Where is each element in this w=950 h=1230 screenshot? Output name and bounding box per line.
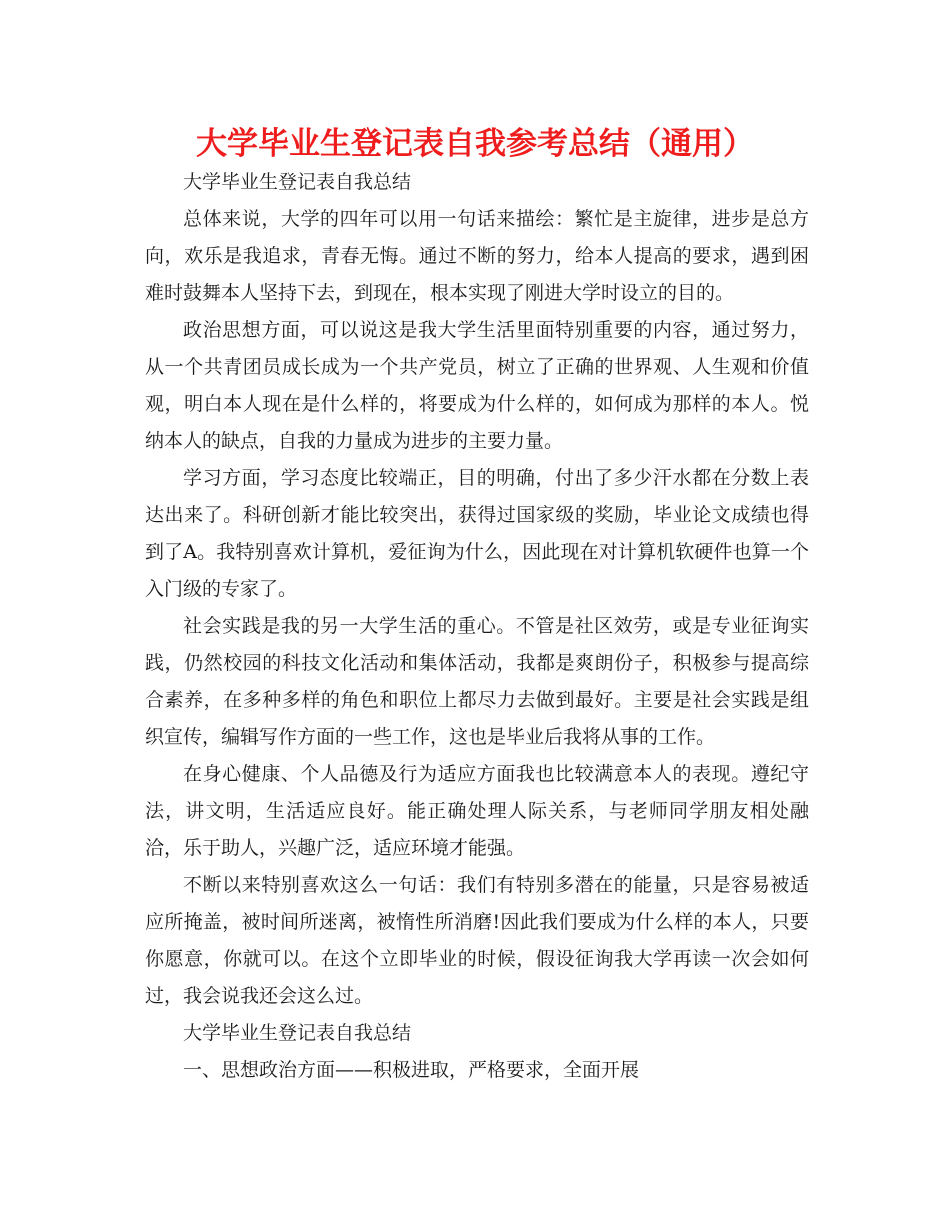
- paragraph-health: 在身心健康、个人品德及行为适应方面我也比较满意本人的表现。遵纪守法，讲文明，生活适应良好。能正确处理人际关系，与老师同学朋友相处融洽，乐于助人，兴趣广泛，适应环境才能强。: [145, 763, 809, 859]
- document-title: 大学毕业生登记表自我参考总结（通用）: [196, 126, 754, 162]
- paragraph-political: 政治思想方面，可以说这是我大学生活里面特别重要的内容，通过努力，从一个共青团员成长成为一个共产党员，树立了正确的世界观、人生观和价值观，明白本人现在是什么样的，将要成为什么样的，如何成为那样的本人。悦纳本人的缺点，自我的力量成为进步的主要力量。: [145, 319, 809, 452]
- paragraph-quote: 不断以来特别喜欢这么一句话：我们有特别多潜在的能量，只是容易被适应所掩盖，被时间所迷离，被惰性所消磨!因此我们要成为什么样的本人，只要你愿意，你就可以。在这个立即毕业的时候，假设征询我大学再读一次会如何过，我会说我还会这么过。: [145, 874, 809, 1007]
- document-body: [145, 164, 809, 1089]
- paragraph-study: 学习方面，学习态度比较端正，目的明确，付出了多少汗水都在分数上表达出来了。科研创新才能比较突出，获得过国家级的奖励，毕业论文成绩也得到了A。我特别喜欢计算机，爱征询为什么，因此现在对计算机软硬件也算一个入门级的专家了。: [145, 467, 809, 600]
- subsection-heading: 一、思想政治方面——积极进取，严格要求，全面开展: [183, 1059, 640, 1081]
- paragraph-overview: 总体来说，大学的四年可以用一句话来描绘：繁忙是主旋律，进步是总方向，欢乐是我追求，青春无悔。通过不断的努力，给本人提高的要求，遇到困难时鼓舞本人坚持下去，到现在，根本实现了刚进大学时设立的目的。: [145, 208, 809, 304]
- paragraph-social-practice: 社会实践是我的另一大学生活的重心。不管是社区效劳，或是专业征询实践，仍然校园的科技文化活动和集体活动，我都是爽朗份子，积极参与提高综合素养，在多种多样的角色和职位上都尽力去做到最好。主要是社会实践是组织宣传，编辑写作方面的一些工作，这也是毕业后我将从事的工作。: [145, 615, 809, 748]
- section-heading: 大学毕业生登记表自我总结: [183, 1022, 412, 1044]
- section-heading: 大学毕业生登记表自我总结: [183, 171, 412, 193]
